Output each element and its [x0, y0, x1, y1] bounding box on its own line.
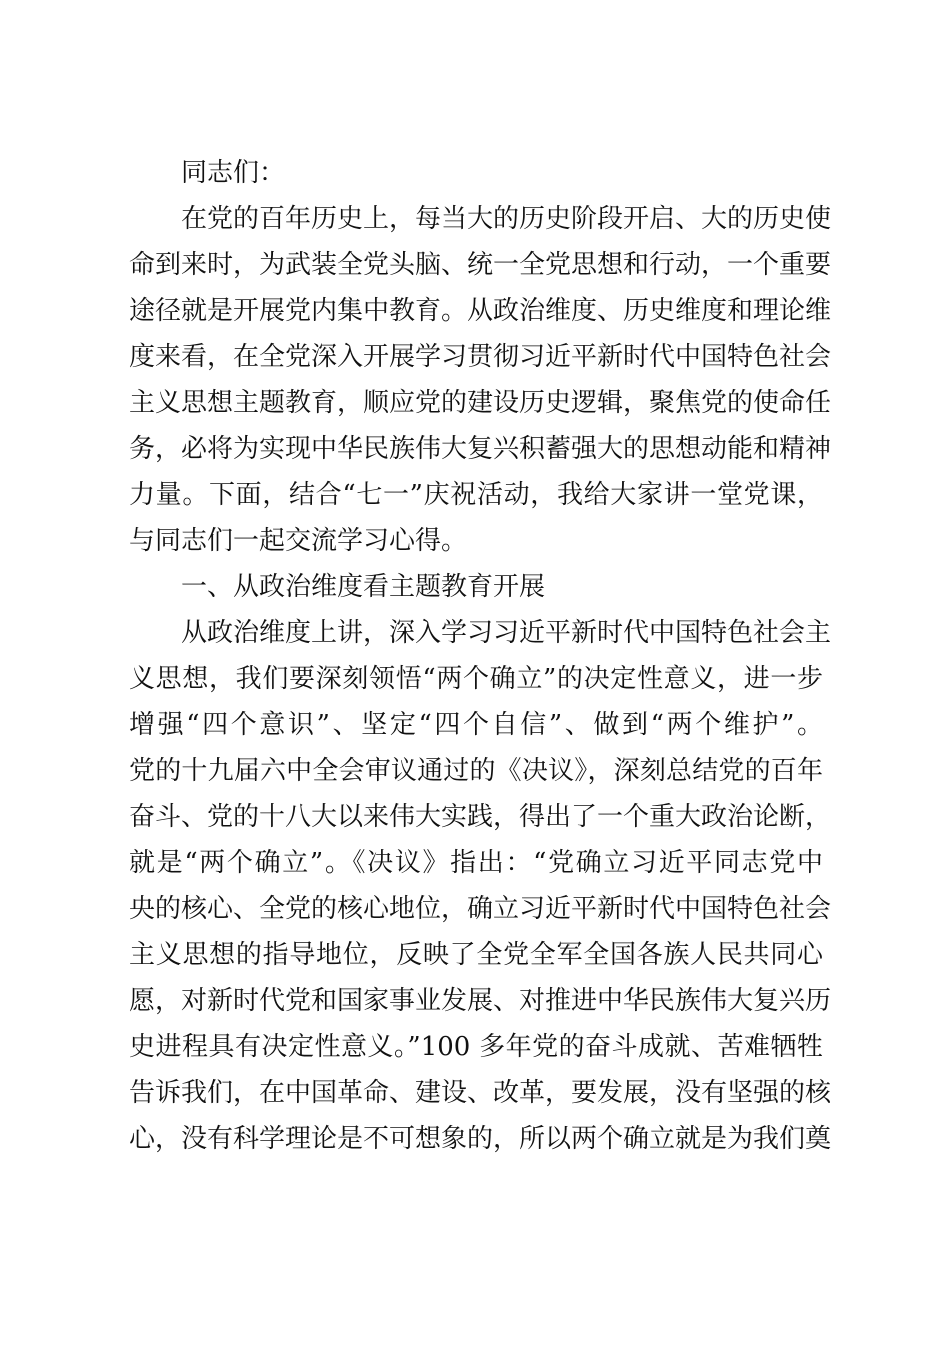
greeting-line: 同志们： — [181, 158, 286, 188]
body-line: 史进程具有决定性意义。”100 多年党的奋斗成就、苦难牺牲 — [129, 1032, 823, 1062]
body-line: 奋斗、党的十八大以来伟大实践，得出了一个重大政治论断， — [129, 802, 832, 832]
body-line: 心，没有科学理论是不可想象的，所以两个确立就是为我们奠 — [129, 1124, 832, 1154]
section-heading: 一、从政治维度看主题教育开展 — [181, 572, 546, 602]
intro-line: 在党的百年历史上，每当大的历史阶段开启、大的历史使 — [181, 204, 832, 234]
body-line: 主义思想的指导地位，反映了全党全军全国各族人民共同心 — [129, 940, 823, 970]
intro-line: 主义思想主题教育，顺应党的建设历史逻辑，聚焦党的使命任 — [129, 388, 832, 418]
intro-line: 命到来时，为武装全党头脑、统一全党思想和行动，一个重要 — [129, 250, 832, 280]
document-body — [129, 150, 832, 1162]
body-line: 告诉我们，在中国革命、建设、改革，要发展，没有坚强的核 — [129, 1078, 832, 1108]
intro-line: 务，必将为实现中华民族伟大复兴积蓄强大的思想动能和精神 — [129, 434, 832, 464]
body-line: 就是“两个确立”。《决议》指出：“党确立习近平同志党中 — [129, 848, 823, 878]
body-line: 央的核心、全党的核心地位，确立习近平新时代中国特色社会 — [129, 894, 832, 924]
intro-line: 度来看，在全党深入开展学习贯彻习近平新时代中国特色社会 — [129, 342, 832, 372]
body-line: 义思想，我们要深刻领悟“两个确立”的决定性意义，进一步 — [129, 664, 823, 694]
intro-line: 与同志们一起交流学习心得。 — [129, 526, 468, 556]
body-line: 愿，对新时代党和国家事业发展、对推进中华民族伟大复兴历 — [129, 986, 832, 1016]
intro-line: 力量。下面，结合“七一”庆祝活动，我给大家讲一堂党课， — [129, 480, 823, 510]
intro-line: 途径就是开展党内集中教育。从政治维度、历史维度和理论维 — [129, 296, 832, 326]
body-line: 党的十九届六中全会审议通过的《决议》，深刻总结党的百年 — [129, 756, 823, 786]
body-line: 增强“四个意识”、坚定“四个自信”、做到“两个维护”。 — [129, 710, 823, 740]
body-line: 从政治维度上讲，深入学习习近平新时代中国特色社会主 — [181, 618, 832, 648]
